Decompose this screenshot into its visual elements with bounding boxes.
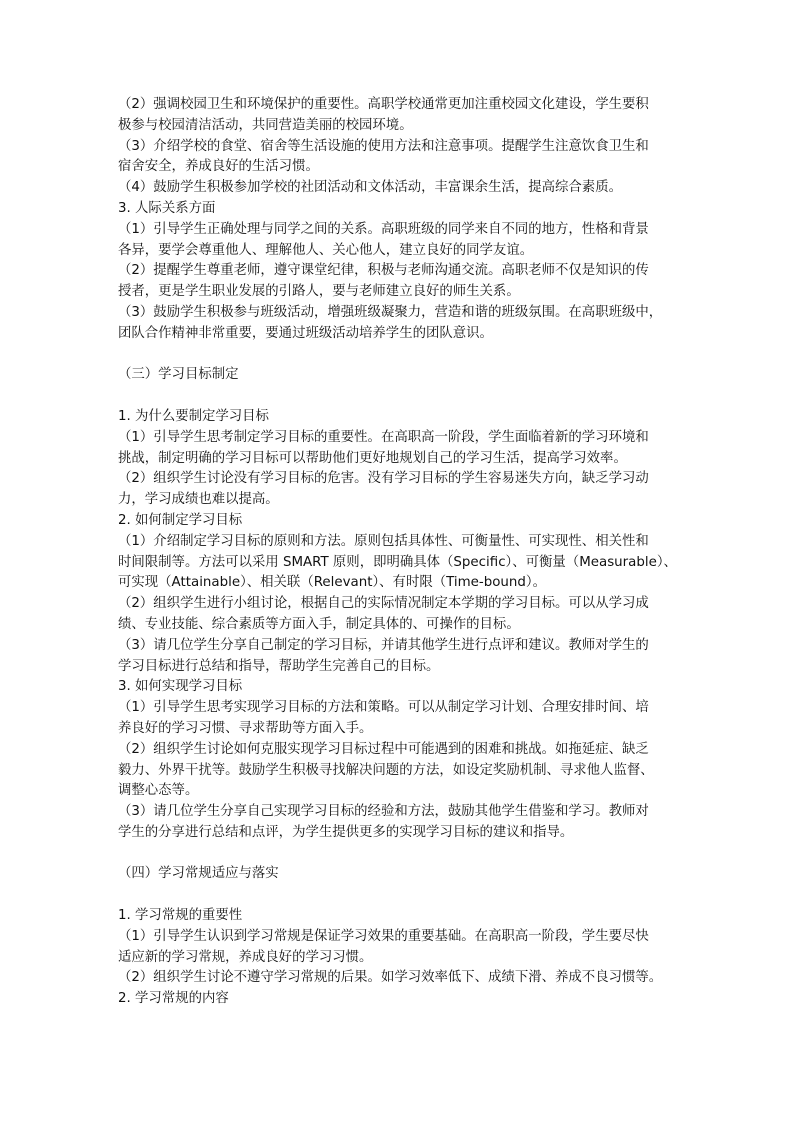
paragraph-line: 极参与校园清洁活动，共同营造美丽的校园环境。 [118, 117, 413, 133]
paragraph-line: （4）鼓励学生积极参加学校的社团活动和文体活动，丰富课余生活，提高综合素质。 [118, 180, 622, 196]
paragraph-line: （2）组织学生进行小组讨论，根据自己的实际情况制定本学期的学习目标。可以从学习成 [118, 596, 649, 612]
paragraph-line: （2）组织学生讨论没有学习目标的危害。没有学习目标的学生容易迷失方向，缺乏学习动 [118, 471, 649, 487]
paragraph-line: 力，学习成绩也难以提高。 [118, 492, 279, 508]
paragraph-line: 适应新的学习常规，养成良好的学习习惯。 [118, 949, 373, 965]
paragraph-line: 团队合作精神非常重要，要通过班级活动培养学生的团队意识。 [118, 325, 493, 341]
section-living-and-relationships [118, 95, 698, 345]
section-heading-3: （三）学习目标制定 [118, 367, 239, 383]
paragraph-line: 调整心态等。 [118, 783, 199, 799]
paragraph-line: （2）组织学生讨论不遵守学习常规的后果。如学习效率低下、成绩下滑、养成不良习惯等。 [118, 970, 663, 986]
paragraph-line: （1）引导学生思考实现学习目标的方法和策略。可以从制定学习计划、合理安排时间、培 [118, 700, 649, 716]
paragraph-line: （1）引导学生认识到学习常规是保证学习效果的重要基础。在高职高一阶段，学生要尽快 [118, 928, 649, 944]
section-learning-goals [118, 407, 698, 844]
paragraph-line: （2）提醒学生尊重老师，遵守课堂纪律，积极与老师沟通交流。高职老师不仅是知识的传 [118, 263, 649, 279]
paragraph-line: 宿舍安全，养成良好的生活习惯。 [118, 159, 319, 175]
section-heading-4: （四）学习常规适应与落实 [118, 866, 279, 882]
paragraph-line: 可实现（Attainable）、相关联（Relevant）、有时限（Time-bound）。 [118, 575, 546, 591]
paragraph-line: 时间限制等。方法可以采用 SMART 原则，即明确具体（Specific）、可衡量（Measurable）、 [118, 554, 677, 570]
paragraph-line: 养良好的学习习惯、寻求帮助等方面入手。 [118, 720, 373, 736]
section-learning-routines [118, 906, 698, 1010]
subheading: 2. 如何制定学习目标 [118, 512, 243, 528]
paragraph-line: 挑战，制定明确的学习目标可以帮助他们更好地规划自己的学习生活，提高学习效率。 [118, 450, 627, 466]
paragraph-line: 授者，更是学生职业发展的引路人，要与老师建立良好的师生关系。 [118, 284, 520, 300]
subheading: 1. 学习常规的重要性 [118, 908, 243, 924]
subheading: 1. 为什么要制定学习目标 [118, 408, 269, 424]
subheading: 3. 如何实现学习目标 [118, 679, 243, 695]
paragraph-line: （2）强调校园卫生和环境保护的重要性。高职学校通常更加注重校园文化建设，学生要积 [118, 97, 649, 112]
subheading: 3. 人际关系方面 [118, 200, 216, 216]
paragraph-line: （2）组织学生讨论如何克服实现学习目标过程中可能遇到的困难和挑战。如拖延症、缺乏 [118, 741, 649, 757]
paragraph-line: 学生的分享进行总结和点评，为学生提供更多的实现学习目标的建议和指导。 [118, 824, 574, 840]
paragraph-line: （1）介绍制定学习目标的原则和方法。原则包括具体性、可衡量性、可实现性、相关性和 [118, 533, 649, 549]
paragraph-line: （3）请几位学生分享自己制定的学习目标，并请其他学生进行点评和建议。教师对学生的 [118, 637, 649, 653]
paragraph-line: （3）鼓励学生积极参与班级活动，增强班级凝聚力，营造和谐的班级氛围。在高职班级中， [118, 304, 663, 320]
paragraph-line: 绩、专业技能、综合素质等方面入手，制定具体的、可操作的目标。 [118, 616, 520, 632]
paragraph-line: 毅力、外界干扰等。鼓励学生积极寻找解决问题的方法，如设定奖励机制、寻求他人监督、 [118, 762, 654, 778]
paragraph-line: 各异，要学会尊重他人、理解他人、关心他人，建立良好的同学友谊。 [118, 242, 534, 258]
paragraph-line: （1）引导学生思考制定学习目标的重要性。在高职高一阶段，学生面临着新的学习环境和 [118, 429, 649, 445]
paragraph-line: （3）介绍学校的食堂、宿舍等生活设施的使用方法和注意事项。提醒学生注意饮食卫生和 [118, 138, 649, 154]
paragraph-line: 学习目标进行总结和指导，帮助学生完善自己的目标。 [118, 658, 440, 674]
paragraph-line: （1）引导学生正确处理与同学之间的关系。高职班级的同学来自不同的地方，性格和背景 [118, 221, 649, 237]
paragraph-line: （3）请几位学生分享自己实现学习目标的经验和方法，鼓励其他学生借鉴和学习。教师对 [118, 804, 649, 820]
document-page [118, 95, 698, 1010]
subheading: 2. 学习常规的内容 [118, 991, 229, 1007]
